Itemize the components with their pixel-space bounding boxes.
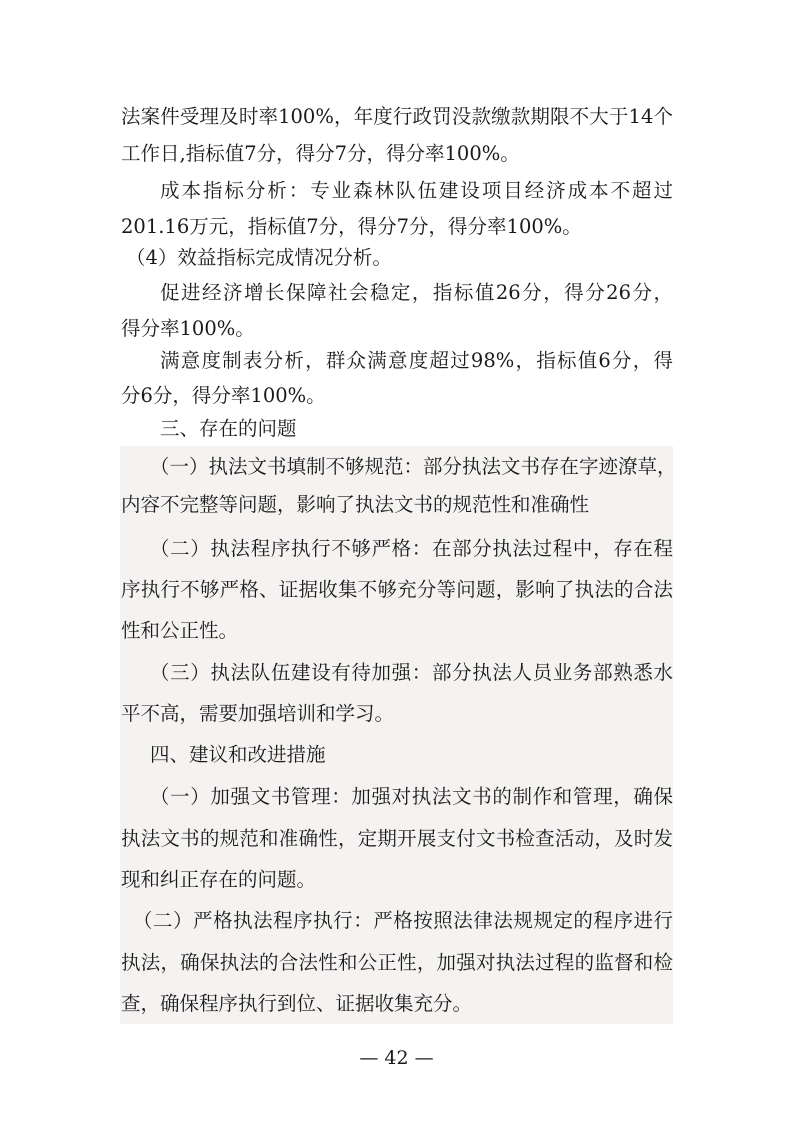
section-heading: 三、存在的问题 bbox=[160, 417, 297, 440]
text-line: 201.16万元，指标值7分，得分7分，得分率100%。 bbox=[121, 215, 582, 238]
text-line: 法案件受理及时率100%，年度行政罚没款缴款期限不大于14个 bbox=[121, 105, 673, 128]
text-line: 序执行不够严格、证据收集不够充分等问题，影响了执法的合法 bbox=[121, 578, 673, 601]
text-line: 促进经济增长保障社会稳定，指标值26分，得分26分， bbox=[160, 281, 673, 304]
text-line: 执法，确保执法的合法性和公正性，加强对执法过程的监督和检 bbox=[121, 951, 673, 974]
text-line: 性和公正性。 bbox=[121, 619, 239, 642]
text-line: 内容不完整等问题，影响了执法文书的规范性和准确性 bbox=[121, 493, 590, 516]
text-line: 成本指标分析：专业森林队伍建设项目经济成本不超过 bbox=[160, 179, 673, 202]
text-line: （二）执法程序执行不够严格：在部分执法过程中，存在程 bbox=[150, 537, 673, 560]
text-line: （一）执法文书填制不够规范：部分执法文书存在字迹潦草， bbox=[150, 455, 677, 478]
text-line: 执法文书的规范和准确性，定期开展支付文书检查活动，及时发 bbox=[121, 827, 673, 850]
text-line: 查，确保程序执行到位、证据收集充分。 bbox=[121, 992, 473, 1015]
text-line: （4）效益指标完成情况分析。 bbox=[126, 246, 392, 269]
text-line: （二）严格执法程序执行：严格按照法律法规规定的程序进行 bbox=[133, 909, 673, 932]
text-line: 平不高，需要加强培训和学习。 bbox=[121, 702, 395, 725]
text-line: 工作日,指标值7分，得分7分，得分率100%。 bbox=[121, 142, 520, 165]
text-line: 分6分，得分率100%。 bbox=[121, 384, 326, 407]
text-line: （一）加强文书管理：加强对执法文书的制作和管理，确保 bbox=[150, 785, 673, 808]
text-line: （三）执法队伍建设有待加强：部分执法人员业务部熟悉水 bbox=[150, 661, 673, 684]
page-number: — 42 — bbox=[359, 1047, 434, 1069]
text-line: 现和纠正存在的问题。 bbox=[121, 868, 317, 891]
text-line: 得分率100%。 bbox=[121, 317, 255, 340]
shaded-region bbox=[120, 446, 677, 1024]
section-heading: 四、建议和改进措施 bbox=[150, 743, 326, 766]
text-line: 满意度制表分析，群众满意度超过98%，指标值6分，得 bbox=[160, 349, 673, 372]
